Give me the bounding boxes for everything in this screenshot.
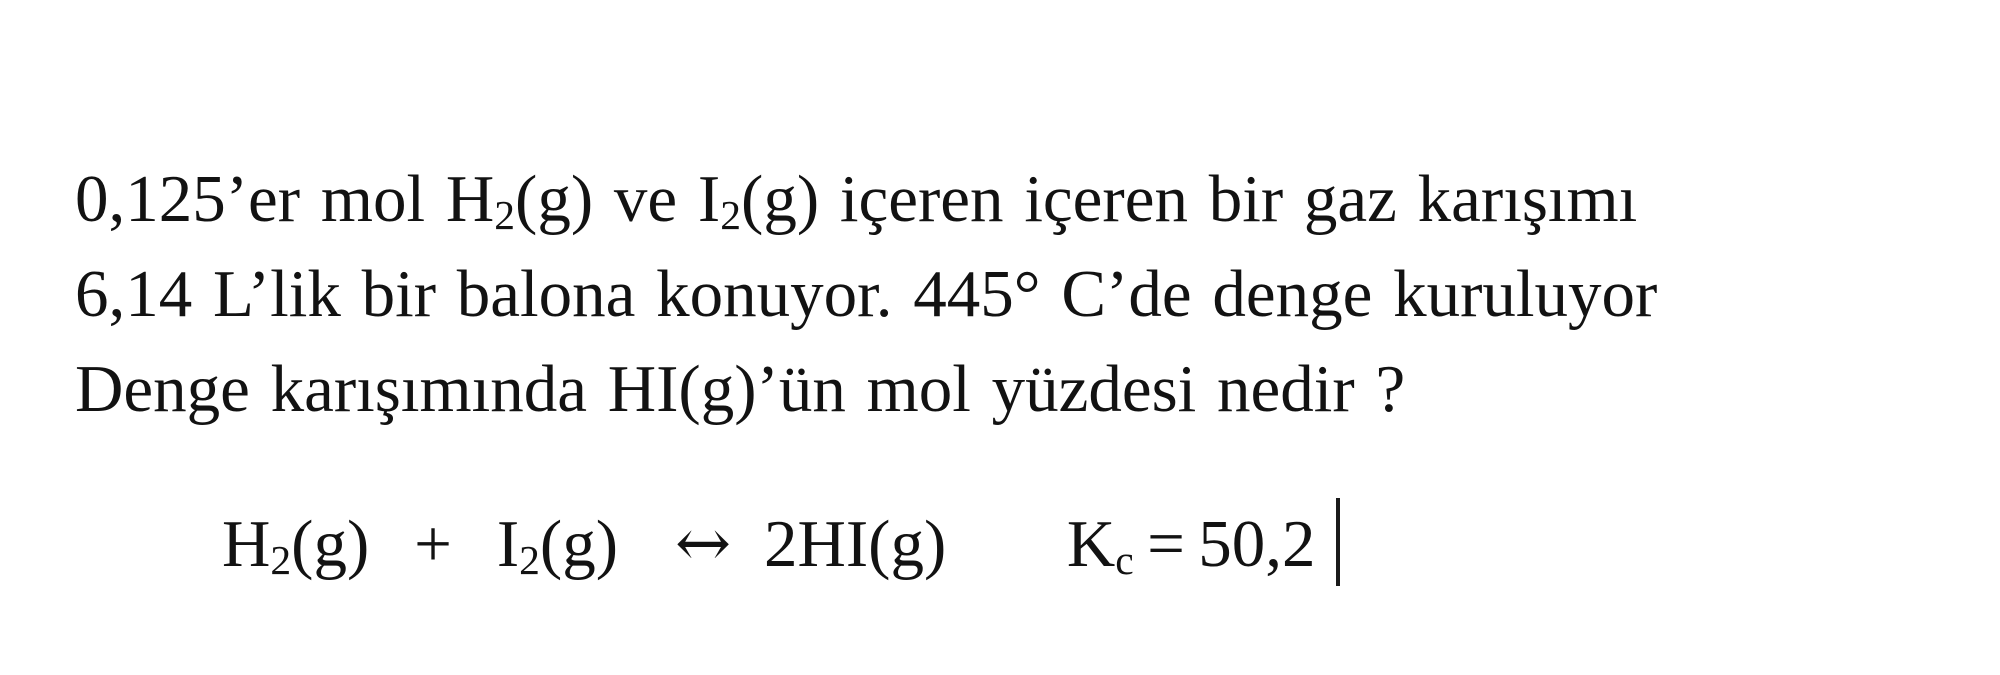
equilibrium-arrow-icon: ↔ xyxy=(674,504,732,582)
problem-line-2: 6,14 L’lik bir balona konuyor. 445° C’de denge kuruluyor xyxy=(75,257,1658,331)
problem-line-1 xyxy=(75,152,1657,247)
problem-line-1-part2: (g) ve I xyxy=(515,162,721,236)
reactant-h2-symbol: H xyxy=(222,507,271,581)
problem-line-1-part3: (g) içeren içeren bir gaz karışımı xyxy=(741,162,1638,236)
reactant-i2-symbol: I xyxy=(496,507,520,581)
product-2hi: 2HI(g) xyxy=(763,507,947,581)
reactant-i2-subscript: 2 xyxy=(519,536,540,583)
reactant-h2-state: (g) xyxy=(291,507,370,581)
kc-symbol: K xyxy=(1066,507,1116,581)
equals-sign: = xyxy=(1147,507,1185,581)
problem-line-3: Denge karışımında HI(g)’ün mol yüzdesi nedir ? xyxy=(75,352,1406,426)
problem-text-block xyxy=(75,152,1657,437)
kc-subscript: c xyxy=(1115,536,1134,583)
reactant-h2 xyxy=(222,507,369,581)
reactant-i2-state: (g) xyxy=(539,507,619,581)
equilibrium-constant xyxy=(1067,507,1316,581)
equilibrium-equation xyxy=(222,496,1340,592)
plus-sign: + xyxy=(414,507,452,581)
reactant-h2-subscript: 2 xyxy=(270,536,292,583)
text-cursor xyxy=(1336,498,1340,586)
problem-line-1-part1: 0,125’er mol H xyxy=(75,162,495,236)
h2-subscript: 2 xyxy=(494,191,516,238)
i2-subscript: 2 xyxy=(720,191,742,238)
kc-value: 50,2 xyxy=(1198,507,1316,581)
reactant-i2 xyxy=(497,507,618,581)
